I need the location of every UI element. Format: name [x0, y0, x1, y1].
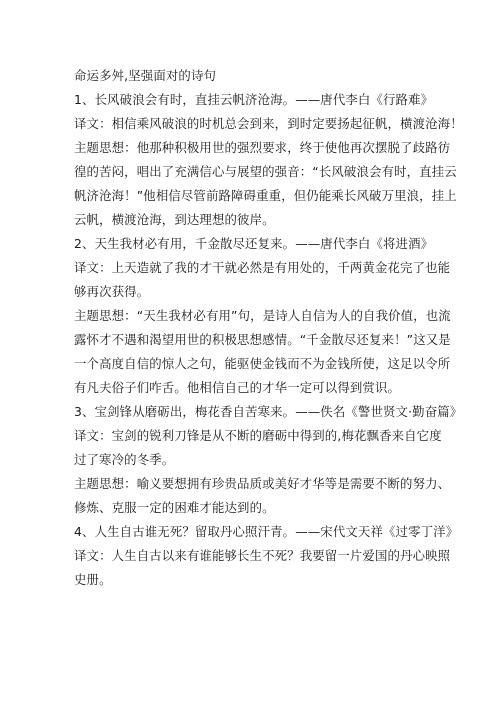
poem-1-theme-line: 主题思想：他那种积极用世的强烈要求，终于使他再次摆脱了歧路彷: [74, 140, 451, 155]
poem-2-translation: 够再次获得。: [74, 284, 150, 299]
poem-1-heading: 1、长风破浪会有时，直挂云帆济沧海。——唐代李白《行路难》: [74, 92, 434, 107]
poem-1-translation: 译文：相信乘风破浪的时机总会到来，到时定要扬起征帆，横渡沧海！: [74, 116, 463, 131]
poem-2-theme-line: 有凡夫俗子们咋舌。他相信自己的才华一定可以得到赏识。: [74, 380, 401, 395]
poem-1-theme-line: 徨的苦闷，唱出了充满信心与展望的强音：“长风破浪会有时，直挂云: [74, 164, 457, 179]
poem-2-theme-line: 一个高度自信的惊人之句，能驱使金钱而不为金钱所使，这足以令所: [74, 356, 451, 371]
poem-2-theme-line: 露怀才不遇和渴望用世的积极思想感情。“千金散尽还复来！”这又是: [74, 332, 451, 347]
poem-2-theme-line: 主题思想：“天生我材必有用”句，是诗人自信为人的自我价值，也流: [74, 308, 451, 323]
poem-2-translation: 译文：上天造就了我的才干就必然是有用处的，千两黄金花完了也能: [74, 260, 451, 275]
poem-3-theme-line: 修炼、克服一定的困难才能达到的。: [74, 500, 275, 515]
poem-3-translation: 译文：宝剑的锐利刀锋是从不断的磨砺中得到的,梅花飘香来自它度: [74, 428, 442, 443]
document-title: 命运多舛,坚强面对的诗句: [74, 68, 217, 83]
poem-1-theme-line: 帆济沧海！”他相信尽管前路障碍重重，但仍能乘长风破万里浪，挂上: [74, 188, 457, 203]
poem-3-translation: 过了寒冷的冬季。: [74, 452, 175, 467]
poem-1-theme-line: 云帆，横渡沧海，到达理想的彼岸。: [74, 212, 275, 227]
poem-4-translation: 译文：人生自古以来有谁能够长生不死？我要留一片爱国的丹心映照: [74, 548, 451, 563]
poem-3-theme-line: 主题思想：喻义要想拥有珍贵品质或美好才华等是需要不断的努力、: [74, 476, 451, 491]
poem-4-heading: 4、人生自古谁无死？留取丹心照汗青。——宋代文天祥《过零丁洋》: [74, 524, 459, 539]
document-page: [74, 64, 463, 592]
poem-3-heading: 3、宝剑锋从磨砺出，梅花香自苦寒来。——佚名《警世贤文·勤奋篇》: [74, 404, 463, 419]
poem-4-translation: 史册。: [74, 572, 112, 587]
poem-2-heading: 2、天生我材必有用，千金散尽还复来。——唐代李白《将进酒》: [74, 236, 434, 251]
